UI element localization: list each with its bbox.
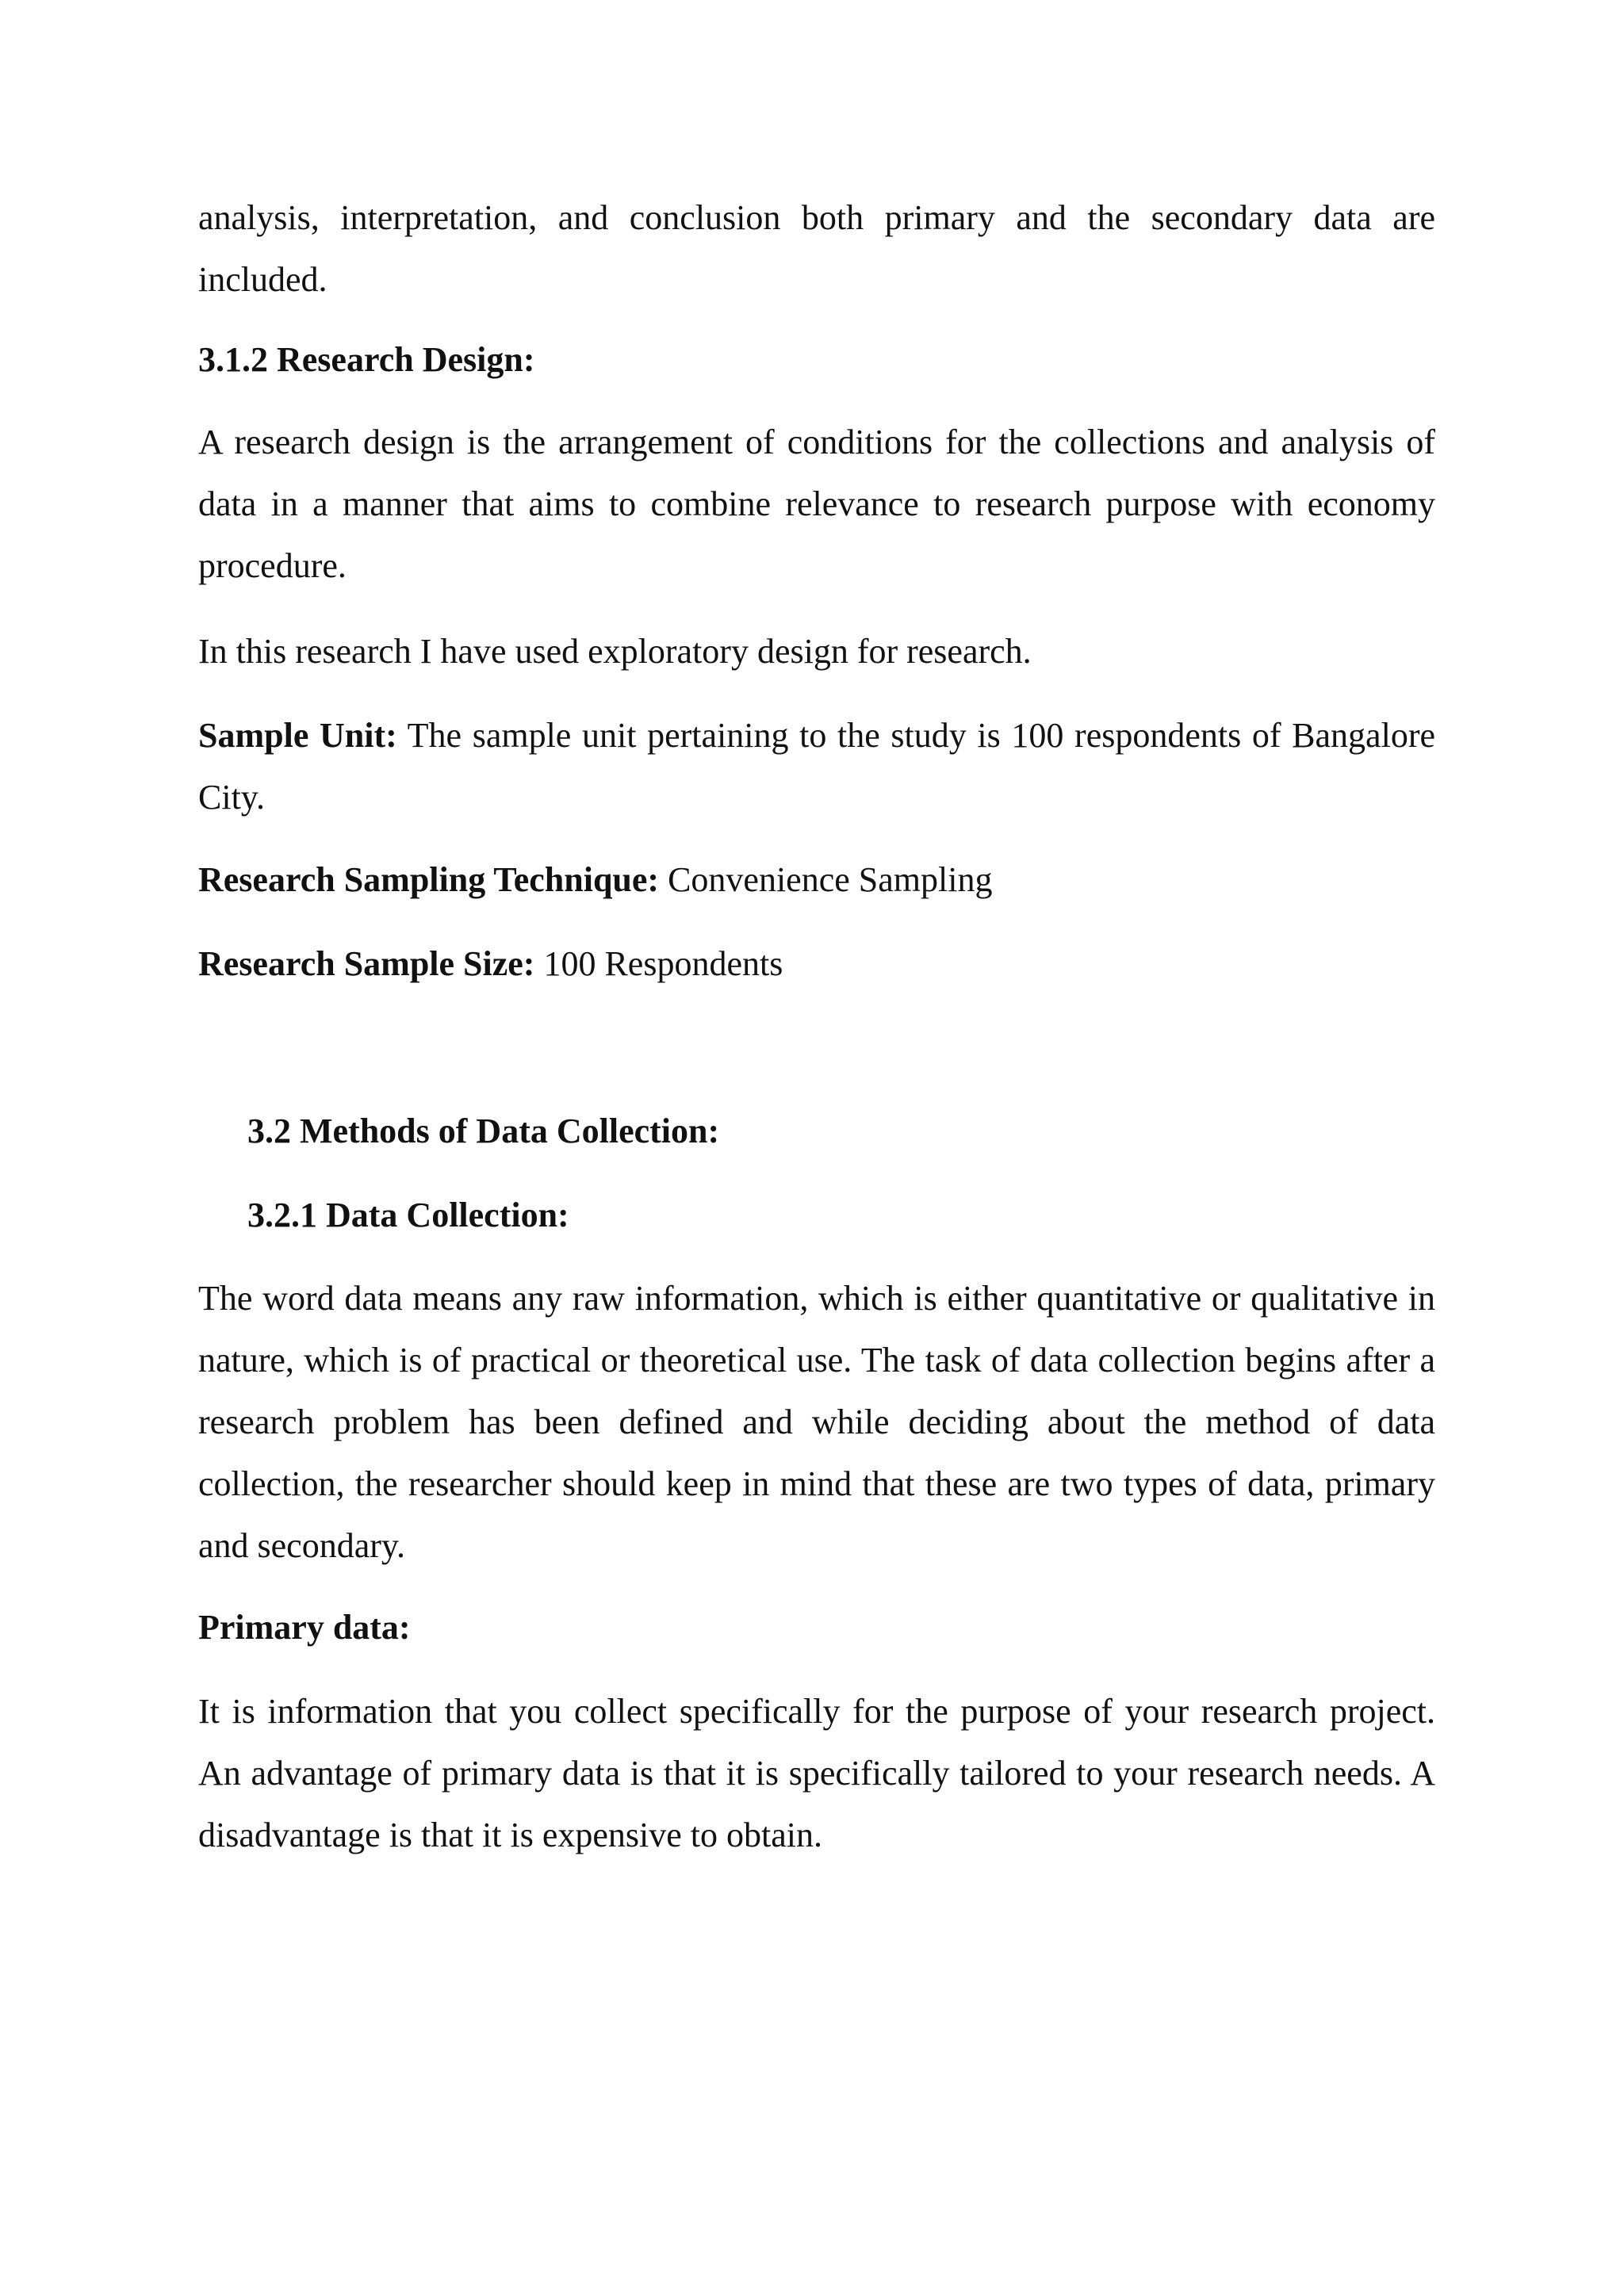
data-collection-paragraph: The word data means any raw information, which is either quantitative or qualitative in nature, which is of practical or theoretical use. The task of data collection begins after a research problem has been defined and while deciding about the method of data collection, the researcher should keep in mind that these are two types of data, primary and secondary. [198,1279,1435,1565]
primary-data-heading: Primary data: [198,1608,411,1647]
sample-unit-label: Sample Unit: [198,716,397,755]
sampling-technique-label: Research Sampling Technique: [198,860,660,899]
exploratory-design-paragraph: In this research I have used exploratory design for research. [198,632,1032,671]
sampling-technique-line [198,849,1435,911]
data-collection-subheading: 3.2.1 Data Collection: [247,1196,569,1234]
intro-paragraph: analysis, interpretation, and conclusion both primary and the secondary data are included. [198,198,1435,299]
research-design-heading: 3.1.2 Research Design: [198,340,535,379]
sample-size-label: Research Sample Size: [198,944,535,983]
research-design-paragraph: A research design is the arrangement of conditions for the collections and analysis of data in a manner that aims to combine relevance to research purpose with economy procedure. [198,423,1435,585]
sampling-technique-value: Convenience Sampling [659,860,993,899]
sample-unit-paragraph [198,705,1435,828]
methods-heading: 3.2 Methods of Data Collection: [247,1112,720,1150]
sample-unit-text: The sample unit pertaining to the study is 100 respondents of Bangalore City. [198,716,1435,817]
sample-size-line [198,933,1435,995]
primary-data-paragraph: It is information that you collect specifically for the purpose of your research project. An advantage of primary data is that it is specifically tailored to your research needs. A disadvantage is that it is expensive to obtain. [198,1692,1435,1854]
sample-size-value: 100 Respondents [534,944,783,983]
